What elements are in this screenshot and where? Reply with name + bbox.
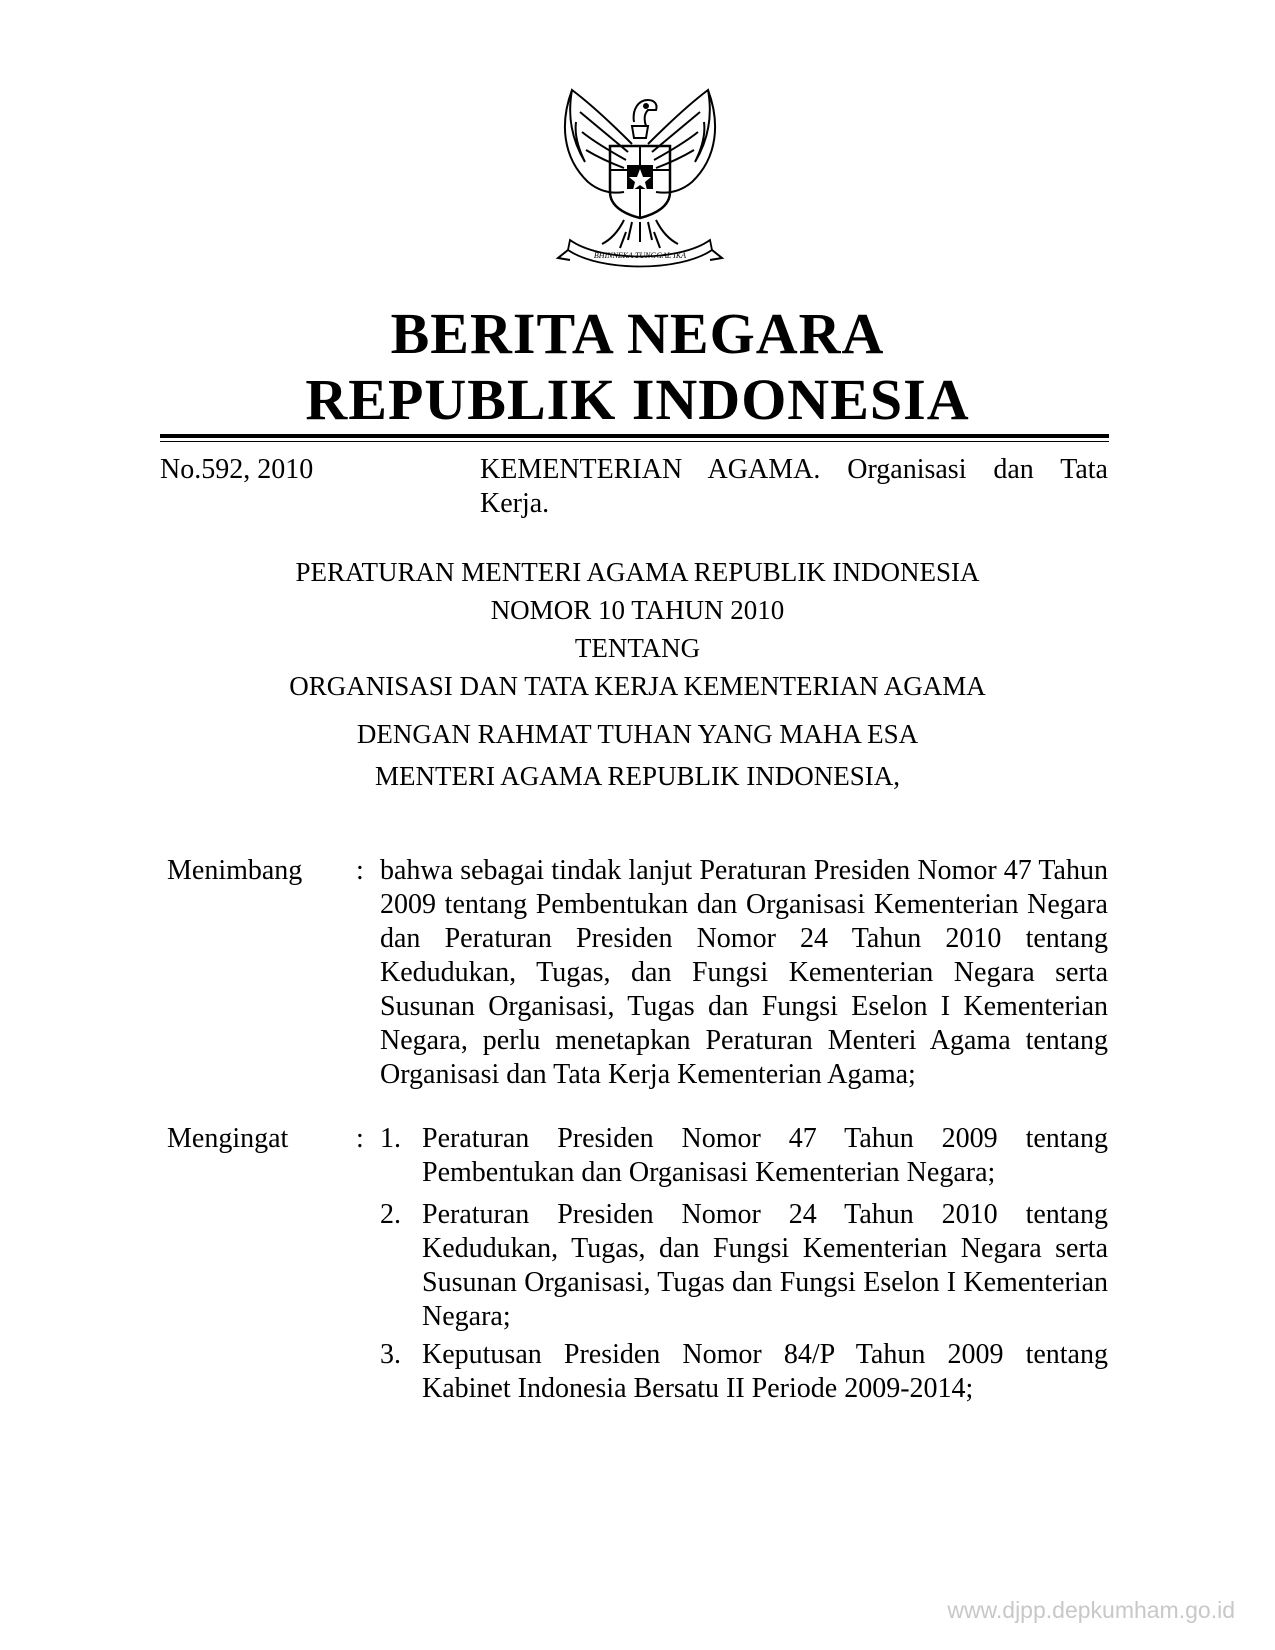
preamble-line2: MENTERI AGAMA REPUBLIK INDONESIA, bbox=[375, 761, 900, 791]
issue-number: No.592, 2010 bbox=[160, 454, 314, 485]
regulation-tentang: TENTANG bbox=[574, 633, 701, 663]
regulation-title-line1: PERATURAN MENTERI AGAMA REPUBLIK INDONESIA bbox=[295, 557, 980, 587]
mengingat-item-text: Keputusan Presiden Nomor 84/P Tahun 2009 tentang Kabinet Indonesia Bersatu II Periode 2009-2014; bbox=[422, 1339, 1108, 1404]
menimbang-text: bahwa sebagai tindak lanjut Peraturan Presiden Nomor 47 Tahun 2009 tentang Pembentukan dan Organisasi Kementerian Negara dan Peraturan Presiden Nomor 24 Tahun 2010 tentang Kedudukan, Tugas, dan Fungsi Kementerian Negara serta Susunan Organisasi, Tugas dan Fungsi Eselon I Kementerian Negara, perlu menetapkan Peraturan Menteri Agama tentang Organisasi dan Tata Kerja Kementerian Agama; bbox=[380, 855, 1108, 1090]
mengingat-item-number: 2. bbox=[380, 1199, 401, 1230]
masthead-rule-thick bbox=[160, 434, 1109, 438]
masthead-rule-thin bbox=[160, 441, 1109, 442]
regulation-subject: ORGANISASI DAN TATA KERJA KEMENTERIAN AGAMA bbox=[289, 671, 986, 701]
masthead-subtitle: REPUBLIK INDONESIA bbox=[305, 367, 970, 432]
emblem-motto: BHINNEKA TUNGGAL IKA bbox=[593, 251, 687, 260]
masthead-title: BERITA NEGARA bbox=[390, 301, 885, 366]
mengingat-label: Mengingat bbox=[167, 1123, 289, 1154]
mengingat-item-number: 1. bbox=[380, 1123, 401, 1154]
mengingat-item-text: Peraturan Presiden Nomor 24 Tahun 2010 tentang Kedudukan, Tugas, dan Fungsi Kementerian Negara serta Susunan Organisasi, Tugas dan Fungsi Eselon I Kementerian Negara; bbox=[422, 1199, 1108, 1332]
mengingat-item-number: 3. bbox=[380, 1339, 401, 1370]
preamble-line1: DENGAN RAHMAT TUHAN YANG MAHA ESA bbox=[356, 719, 919, 749]
menimbang-colon: : bbox=[356, 855, 364, 886]
issue-subject-line1: KEMENTERIAN AGAMA. Organisasi dan Tata bbox=[480, 454, 1108, 485]
regulation-number: NOMOR 10 TAHUN 2010 bbox=[490, 595, 785, 625]
issue-subject-line2: Kerja. bbox=[480, 488, 550, 519]
source-watermark: www.djpp.depkumham.go.id bbox=[947, 1597, 1235, 1623]
mengingat-colon: : bbox=[356, 1123, 364, 1154]
mengingat-item-text: Peraturan Presiden Nomor 47 Tahun 2009 tentang Pembentukan dan Organisasi Kementerian Negara; bbox=[422, 1123, 1108, 1188]
menimbang-label: Menimbang bbox=[167, 855, 303, 886]
garuda-emblem-icon bbox=[540, 82, 740, 277]
